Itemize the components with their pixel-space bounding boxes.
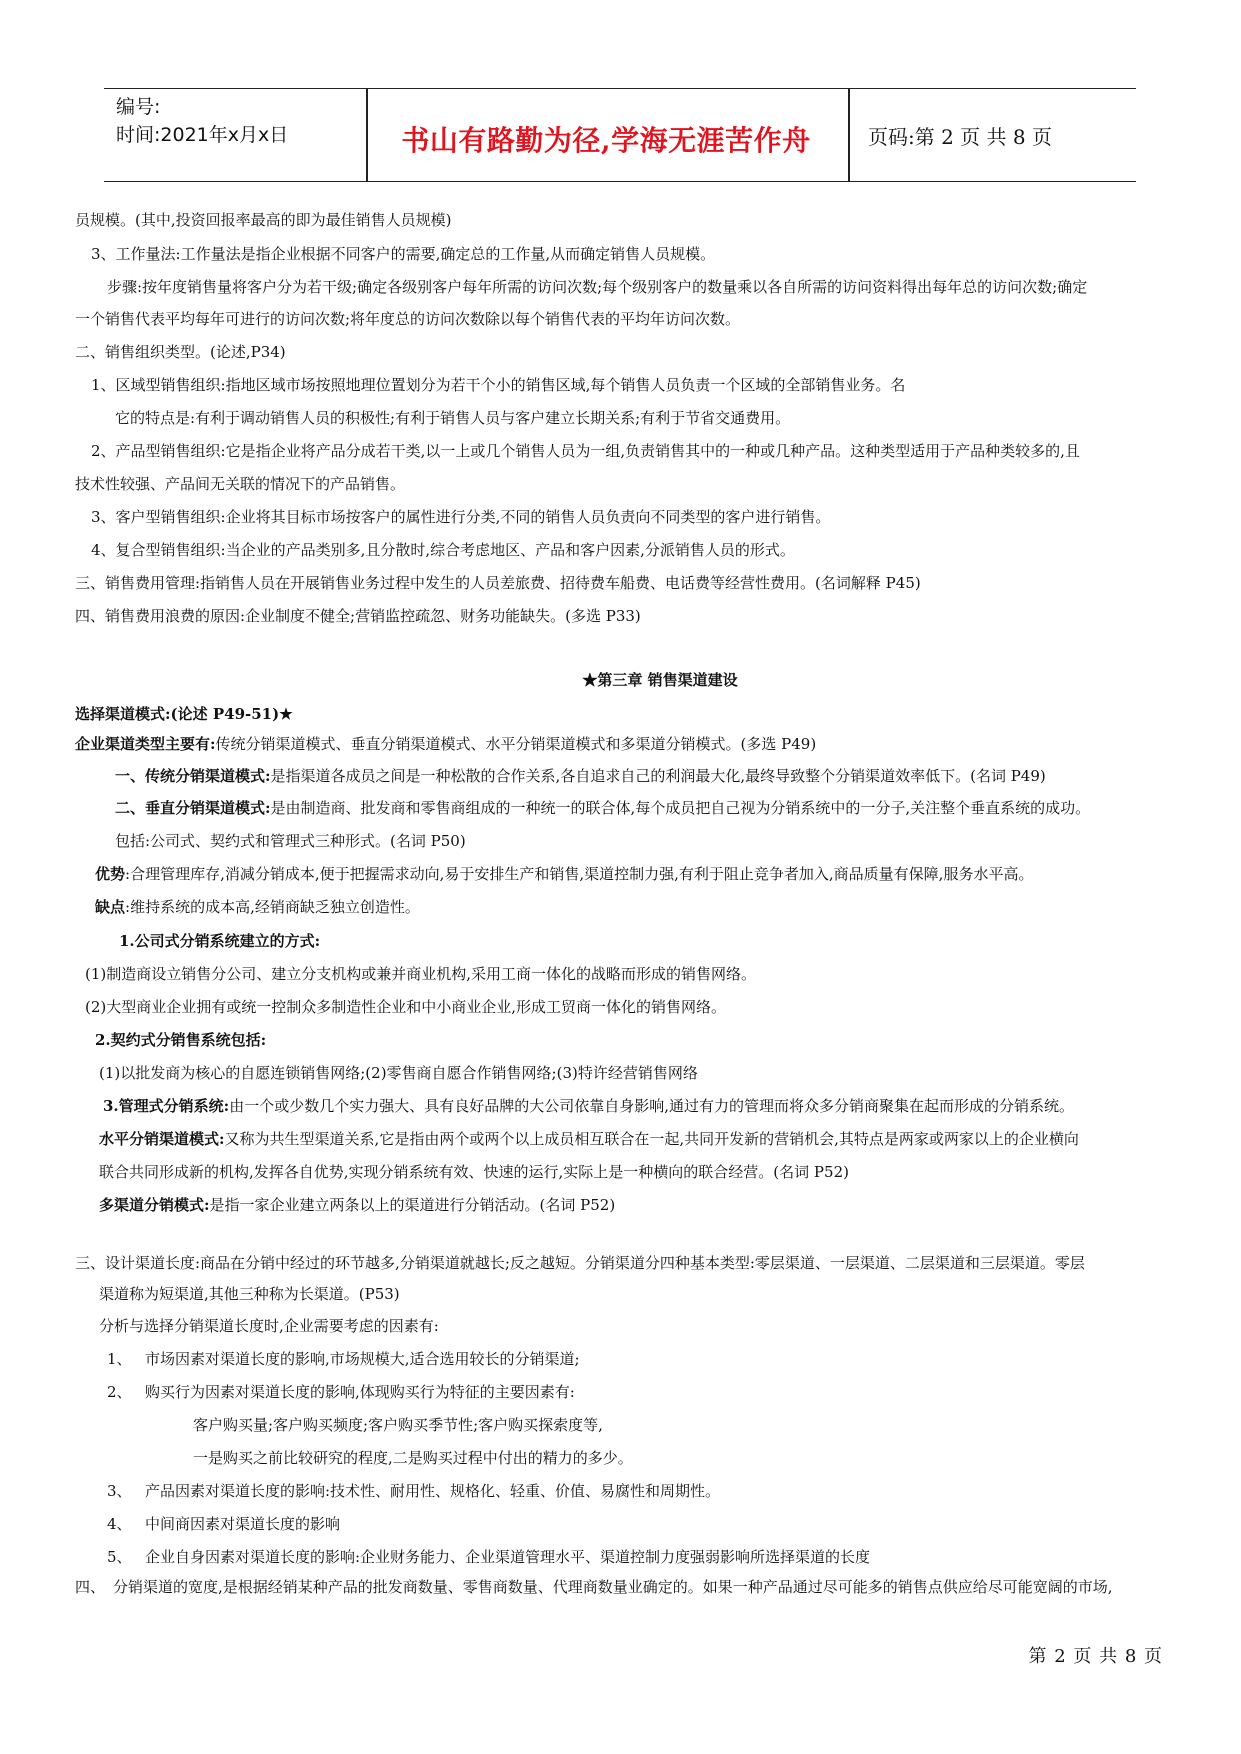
list-number: 四、 <box>75 1578 106 1596</box>
text-line <box>103 1094 1074 1118</box>
text-line: 员规模。(其中,投资回报率最高的即为最佳销售人员规模) <box>75 211 452 229</box>
text-line <box>95 862 1033 886</box>
header-divider-right <box>848 89 850 181</box>
section-heading: 二、销售组织类型。(论述,P34) <box>75 343 286 361</box>
term: 企业渠道类型主要有: <box>75 735 216 753</box>
definition: :合理管理库存,消减分销成本,便于把握需求动向,易于安排生产和销售,渠道控制力强,有利于阻止竞争者加入,商品质量有保障,服务水平高。 <box>125 865 1034 883</box>
text-line: 4、复合型销售组织:当企业的产品类别多,且分散时,综合考虑地区、产品和客户因素,分派销售人员的形式。 <box>91 541 795 559</box>
list-item: 市场因素对渠道长度的影响,市场规模大,适合选用较长的分销渠道; <box>145 1350 580 1368</box>
text-line: 技术性较强、产品间无关联的情况下的产品销售。 <box>75 475 406 493</box>
subheading: 1.公司式分销系统建立的方式: <box>119 932 321 950</box>
definition: 是由制造商、批发商和零售商组成的一种统一的联合体,每个成员把自己视为分销系统中的一分子,关注整个垂直系统的成功。 <box>270 799 1091 817</box>
chapter-title: ★第三章 销售渠道建设 <box>582 671 738 689</box>
definition: 是指渠道各成员之间是一种松散的合作关系,各自追求自己的利润最大化,最终导致整个分销渠道效率低下。(名词 P49) <box>270 767 1046 785</box>
list-number: 4、 <box>107 1515 132 1533</box>
term: 水平分销渠道模式: <box>99 1130 225 1148</box>
text-line: 一个销售代表平均每年可进行的访问次数;将年度总的访问次数除以每个销售代表的平均年访问次数。 <box>75 310 741 328</box>
text-line: 它的特点是:有利于调动销售人员的积极性;有利于销售人员与客户建立长期关系;有利于节省交通费用。 <box>115 409 791 427</box>
text-line: 渠道称为短渠道,其他三种称为长渠道。(P53) <box>99 1285 400 1303</box>
section-heading: 三、设计渠道长度:商品在分销中经过的环节越多,分销渠道就越长;反之越短。分销渠道分四种基本类型:零层渠道、一层渠道、二层渠道和三层渠道。零层 <box>75 1254 1085 1272</box>
time-label: 时间:2021年x月x日 <box>116 124 289 146</box>
text-line <box>99 1193 615 1217</box>
text-line: 客户购买量;客户购买频度;客户购买季节性;客户购买探索度等, <box>193 1416 603 1434</box>
term: 多渠道分销模式: <box>99 1196 210 1214</box>
list-item: 购买行为因素对渠道长度的影响,体现购买行为特征的主要因素有: <box>145 1383 575 1401</box>
text-line: 3、工作量法:工作量法是指企业根据不同客户的需要,确定总的工作量,从而确定销售人员规模。 <box>91 245 716 263</box>
text-line: 1、区域型销售组织:指地区域市场按照地理位置划分为若干个小的销售区域,每个销售人员负责一个区域的全部销售业务。名 <box>91 376 906 394</box>
definition: 由一个或少数几个实力强大、具有良好品牌的大公司依靠自身影响,通过有力的管理而将众多分销商聚集在起而形成的分销系统。 <box>229 1097 1074 1115</box>
list-number: 2、 <box>107 1383 132 1401</box>
header-motto: 书山有路勤为径,学海无涯苦作舟 <box>401 124 811 157</box>
text-line: 2、产品型销售组织:它是指企业将产品分成若干类,以一上或几个销售人员为一组,负责销售其中的一种或几种产品。这种类型适用于产品种类较多的,且 <box>91 442 1080 460</box>
text-line: (2)大型商业企业拥有或统一控制众多制造性企业和中小商业企业,形成工贸商一体化的销售网络。 <box>85 998 727 1016</box>
term: 缺点 <box>95 898 126 916</box>
list-number: 1、 <box>107 1350 132 1368</box>
list-item: 中间商因素对渠道长度的影响 <box>145 1515 341 1533</box>
term: 优势 <box>95 865 126 883</box>
subheading: 2.契约式分销售系统包括: <box>95 1031 267 1049</box>
definition: :维持系统的成本高,经销商缺乏独立创造性。 <box>125 898 420 916</box>
definition: 传统分销渠道模式、垂直分销渠道模式、水平分销渠道模式和多渠道分销模式。(多选 P49) <box>215 735 817 753</box>
term: 一、传统分销渠道模式: <box>115 767 271 785</box>
definition: 又称为共生型渠道关系,它是指由两个或两个以上成员相互联合在一起,共同开发新的营销机会,其特点是两家或两家以上的企业横向 <box>224 1130 1079 1148</box>
list-number: 3、 <box>107 1482 132 1500</box>
page-footer: 第 2 页 共 8 页 <box>1028 1646 1163 1667</box>
text-line: 步骤:按年度销售量将客户分为若干级;确定各级别客户每年所需的访问次数;每个级别客户的数量乘以各自所需的访问资料得出每年总的访问次数;确定 <box>107 278 1088 296</box>
text-line <box>75 732 816 756</box>
term: 3.管理式分销系统: <box>103 1097 230 1115</box>
header-page-info: 页码:第 2 页 共 8 页 <box>868 125 1052 149</box>
text-line: 3、客户型销售组织:企业将其目标市场按客户的属性进行分类,不同的销售人员负责向不同类型的客户进行销售。 <box>91 508 831 526</box>
definition: 是指一家企业建立两条以上的渠道进行分销活动。(名词 P52) <box>209 1196 616 1214</box>
section-heading: 四、销售费用浪费的原因:企业制度不健全;营销监控疏忽、财务功能缺失。(多选 P33) <box>75 607 641 625</box>
list-item: 企业自身因素对渠道长度的影响:企业财务能力、企业渠道管理水平、渠道控制力度强弱影响所选择渠道的长度 <box>145 1548 871 1566</box>
list-number: 5、 <box>107 1548 132 1566</box>
term: 二、垂直分销渠道模式: <box>115 799 271 817</box>
text-line: 一是购买之前比较研究的程度,二是购买过程中付出的精力的多少。 <box>193 1449 633 1467</box>
text-line <box>115 764 1046 788</box>
list-item: 分销渠道的宽度,是根据经销某种产品的批发商数量、零售商数量、代理商数量业确定的。如果一种产品通过尽可能多的销售点供应给尽可能宽阔的市场, <box>113 1578 1113 1596</box>
text-line: (1)以批发商为核心的自愿连锁销售网络;(2)零售商自愿合作销售网络;(3)特许经营销售网络 <box>99 1064 698 1082</box>
number-label: 编号: <box>116 96 161 118</box>
subheading: 选择渠道模式:(论述 P49-51)★ <box>75 705 293 723</box>
header-meta <box>116 93 288 149</box>
section-heading: 三、销售费用管理:指销售人员在开展销售业务过程中发生的人员差旅费、招待费车船费、电话费等经营性费用。(名词解释 P45) <box>75 574 921 592</box>
text-line: 分析与选择分销渠道长度时,企业需要考虑的因素有: <box>99 1317 439 1335</box>
list-item: 产品因素对渠道长度的影响:技术性、耐用性、规格化、轻重、价值、易腐性和周期性。 <box>145 1482 721 1500</box>
text-line <box>115 796 1090 820</box>
text-line: (1)制造商设立销售分公司、建立分支机构或兼并商业机构,采用工商一体化的战略而形成的销售网络。 <box>85 965 757 983</box>
text-line <box>95 895 420 919</box>
text-line: 包括:公司式、契约式和管理式三种形式。(名词 P50) <box>115 832 466 850</box>
page-header <box>104 88 1136 182</box>
text-line <box>99 1127 1079 1151</box>
text-line: 联合共同形成新的机构,发挥各自优势,实现分销系统有效、快速的运行,实际上是一种横向的联合经营。(名词 P52) <box>99 1163 849 1181</box>
